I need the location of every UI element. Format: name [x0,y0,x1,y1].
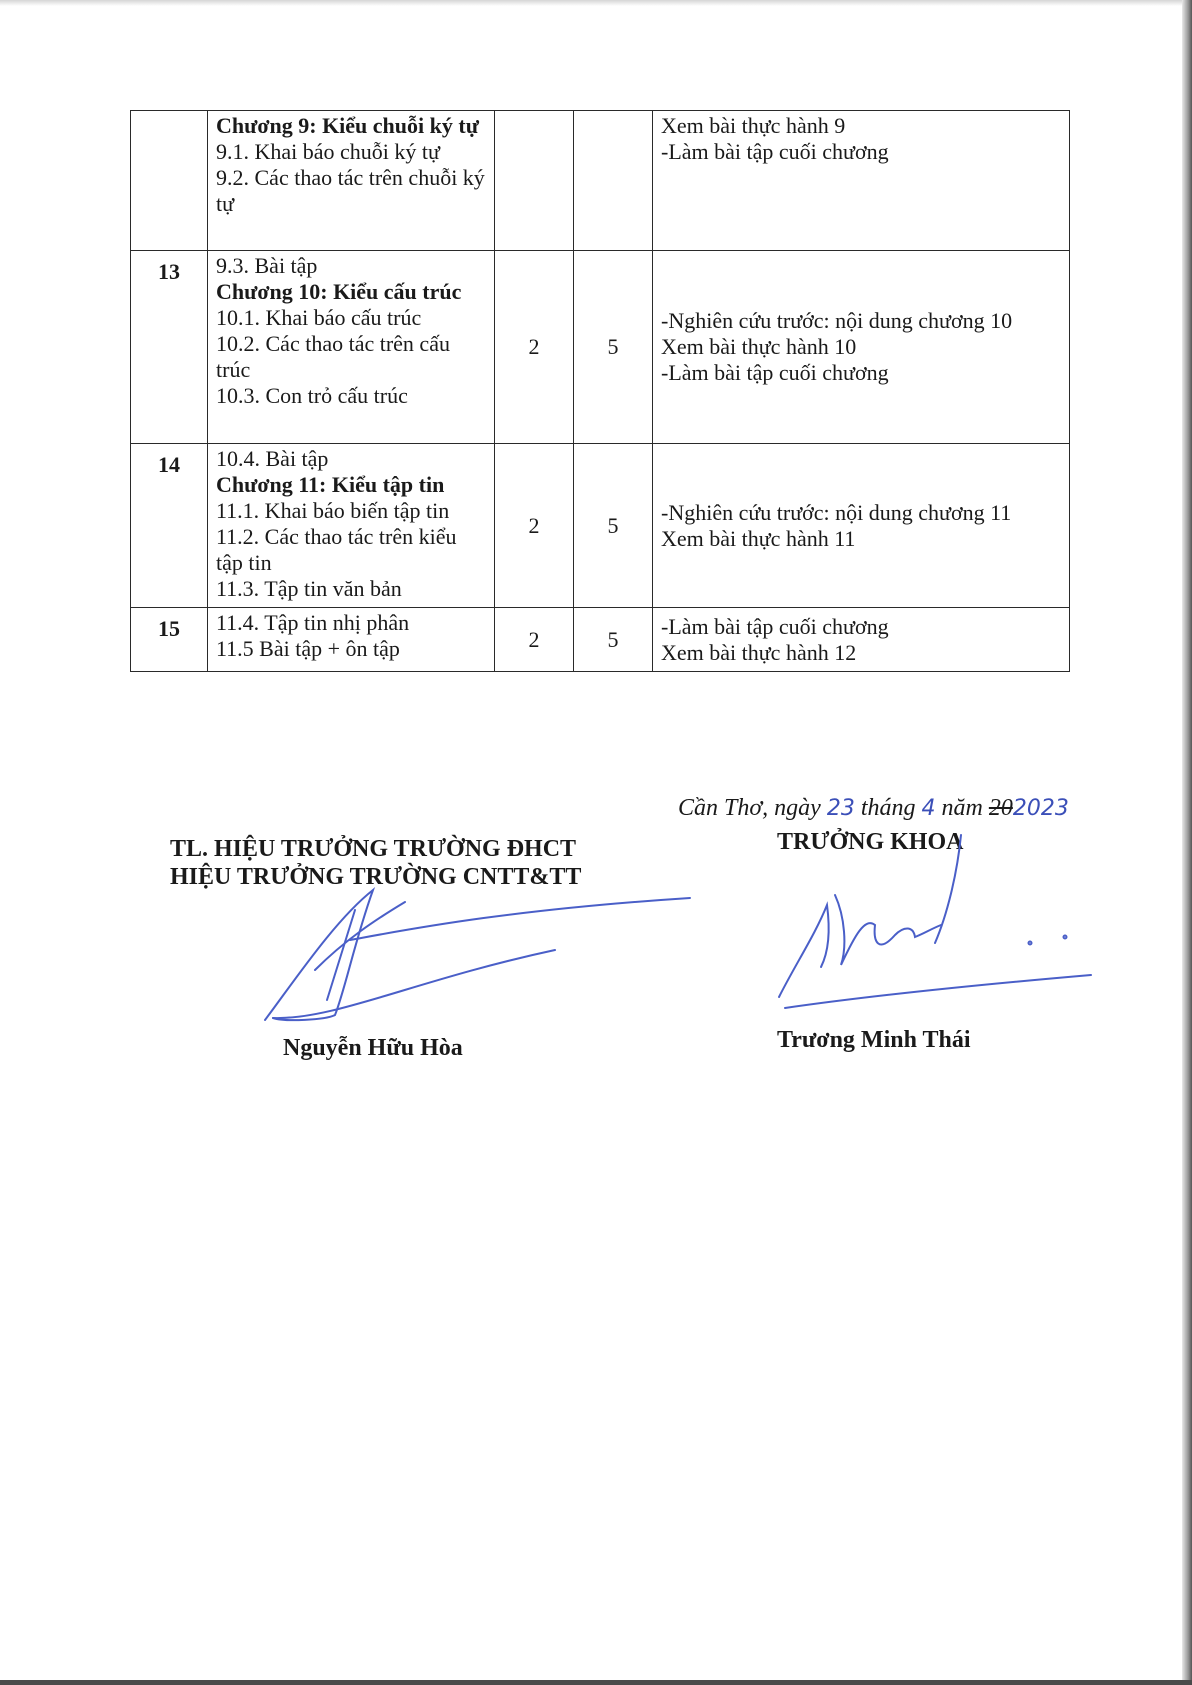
chapter-heading: Chương 11: Kiểu tập tin [216,472,445,497]
place-date-prefix: Cần Thơ, ngày [678,795,821,821]
self-study-cell [653,111,1070,251]
content-cell [208,444,495,608]
self-study-item: -Làm bài tập cuối chương [661,613,889,639]
section-item: 10.1. Khai báo cấu trúc [216,305,422,330]
place-date [678,795,1069,822]
handwritten-day: 23 [826,796,855,821]
scan-edge-right [1182,0,1192,1685]
right-signature [775,825,1095,1015]
section-item: 10.3. Con trỏ cấu trúc [216,383,408,408]
syllabus-table [130,110,1070,672]
self-study-item: -Làm bài tập cuối chương [661,360,889,385]
practice-hours-cell [574,111,653,251]
week-cell: 14 [131,444,208,608]
table-row [131,444,1070,608]
theory-hours-cell: 2 [495,251,574,444]
week-cell: 15 [131,608,208,672]
scan-edge-top [0,0,1192,6]
section-item: 11.4. Tập tin nhị phân [216,610,410,635]
table-row [131,111,1070,251]
practice-hours-cell: 5 [574,444,653,608]
chapter-heading: Chương 9: Kiểu chuỗi ký tự [216,113,479,138]
self-study-item: Xem bài thực hành 10 [661,334,857,359]
section-item: 9.3. Bài tập [216,253,318,278]
left-signatory-title-line1: TL. HIỆU TRƯỞNG TRƯỜNG ĐHCT [170,836,577,862]
left-signature [255,880,695,1030]
theory-hours-cell: 2 [495,444,574,608]
handwritten-year: 2023 [1012,796,1069,821]
left-signatory-name: Nguyễn Hữu Hòa [283,1035,463,1061]
theory-hours-cell [495,111,574,251]
scan-edge-bottom [0,1680,1192,1685]
table-row [131,608,1070,672]
section-item: 11.3. Tập tin văn bản [216,576,402,601]
self-study-cell [653,608,1070,672]
self-study-cell [653,251,1070,444]
year-label: năm [941,795,983,821]
self-study-item: -Nghiên cứu trước: nội dung chương 11 [661,499,1012,525]
section-item: 11.5 Bài tập + ôn tập [216,636,400,661]
self-study-item: Xem bài thực hành 9 [661,113,846,138]
theory-hours-cell: 2 [495,608,574,672]
self-study-cell [653,444,1070,608]
left-signatory-title-line2: HIỆU TRƯỞNG TRƯỜNG CNTT&TT [170,864,582,890]
right-signatory-title: TRƯỞNG KHOA [777,829,964,855]
handwritten-month: 4 [921,796,936,821]
section-item: 10.4. Bài tập [216,446,329,471]
practice-hours-cell: 5 [574,608,653,672]
right-signatory-name: Trương Minh Thái [777,1027,971,1053]
struck-year-prefix: 20 [988,795,1013,821]
table-row [131,251,1070,444]
section-item: 10.2. Các thao tác trên cấu trúc [216,331,450,382]
section-item: 11.1. Khai báo biến tập tin [216,498,450,523]
content-cell [208,111,495,251]
content-cell [208,251,495,444]
self-study-item: -Làm bài tập cuối chương [661,139,889,164]
chapter-heading: Chương 10: Kiểu cấu trúc [216,279,462,304]
self-study-item: Xem bài thực hành 11 [661,525,856,551]
week-cell [131,111,208,251]
section-item: 9.2. Các thao tác trên chuỗi ký tự [216,165,485,216]
self-study-item: -Nghiên cứu trước: nội dung chương 10 [661,308,1013,333]
week-cell: 13 [131,251,208,444]
section-item: 9.1. Khai báo chuỗi ký tự [216,139,440,164]
content-cell [208,608,495,672]
section-item: 11.2. Các thao tác trên kiểu tập tin [216,524,457,575]
practice-hours-cell: 5 [574,251,653,444]
syllabus-table-body [131,111,1070,672]
month-label: tháng [860,795,916,821]
self-study-item: Xem bài thực hành 12 [661,639,857,665]
